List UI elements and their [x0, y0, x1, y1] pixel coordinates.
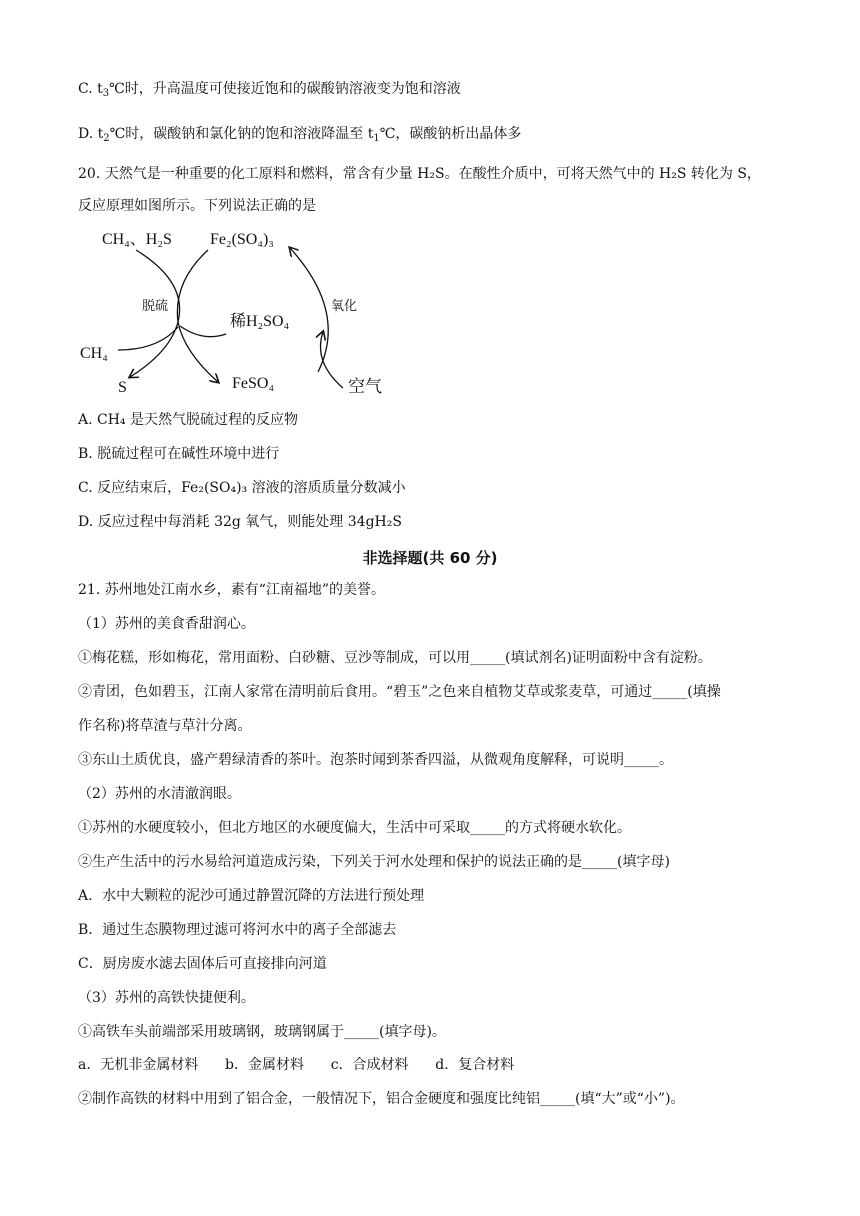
- q21-part1-item3: ③东山土质优良，盛产碧绿清香的茶叶。泡茶时闻到茶香四溢，从微观角度解释，可说明_____。: [78, 752, 673, 768]
- label-ch4: CH₄: [80, 345, 108, 362]
- q21-part1: （1）苏州的美食香甜润心。: [78, 616, 255, 632]
- line-ch4: [118, 327, 178, 350]
- q21-part3-options: a．无机非金属材料 b．金属材料 c．合成材料 d．复合材料: [78, 1057, 515, 1073]
- q21-part3-item2: ②制作高铁的材料中用到了铝合金，一般情况下，铝合金硬度和强度比纯铝_____(填“大”或“小”)。: [78, 1091, 685, 1107]
- label-desulfur: 脱硫: [142, 298, 169, 313]
- q21-part2-option-c: C．厨房废水滤去固体后可直接排向河道: [78, 956, 327, 972]
- q20-stem-line2: 反应原理如图所示。下列说法正确的是: [78, 198, 316, 214]
- line-h2so4: [180, 326, 226, 337]
- arrow-air: [321, 332, 344, 388]
- q21-part2-item1: ①苏州的水硬度较小，但北方地区的水硬度偏大，生活中可采取_____的方式将硬水软化。: [78, 820, 631, 836]
- q20-option-c: C. 反应结束后，Fe₂(SO₄)₃ 溶液的溶质质量分数减小: [78, 480, 406, 496]
- arrow-to-s: [130, 250, 180, 377]
- label-fe2so43: Fe₂(SO₄)₃: [210, 231, 274, 248]
- q20-option-a: A. CH₄ 是天然气脱硫过程的反应物: [78, 412, 298, 428]
- q20-option-b: B. 脱硫过程可在碱性环境中进行: [78, 446, 280, 462]
- arrow-oxidation: [290, 248, 328, 372]
- q21-part2-option-a: A．水中大颗粒的泥沙可通过静置沉降的方法进行预处理: [78, 888, 425, 904]
- label-oxidation: 氧化: [331, 298, 358, 313]
- desulfurization-diagram: [78, 222, 398, 400]
- q21-part2-item2: ②生产生活中的污水易给河道造成污染，下列关于河水处理和保护的说法正确的是_____(填字母): [78, 854, 670, 870]
- q21-part1-item2a: ②青团，色如碧玉，江南人家常在清明前后食用。“碧玉”之色来自植物艾草或浆麦草，可通过_____(填操: [78, 684, 721, 700]
- q21-part3-item1: ①高铁车头前端部采用玻璃钢，玻璃钢属于_____(填字母)。: [78, 1024, 446, 1040]
- q19-option-c: C. $t_3℃$时，升高温度可使接近饱和的碳酸钠溶液变为饱和溶液: [78, 81, 461, 99]
- q21-stem: 21. 苏州地处江南水乡，素有“江南福地”的美誉。: [78, 582, 386, 598]
- section-title: 非选择题(共 60 分): [362, 549, 498, 567]
- label-feso4: FeSO₄: [232, 375, 275, 392]
- q21-part1-item2b: 作名称)将草渣与草汁分离。: [78, 718, 252, 734]
- label-s: S: [118, 379, 127, 396]
- label-air: 空气: [348, 377, 382, 396]
- label-ch4-h2s: CH₄、H₂S: [102, 231, 172, 248]
- q21-part2: （2）苏州的水清澈润眼。: [78, 786, 241, 802]
- arrow-to-feso4: [177, 250, 218, 382]
- q21-part2-option-b: B．通过生态膜物理过滤可将河水中的离子全部滤去: [78, 922, 397, 938]
- q19-option-d: D. $t_2℃$时，碳酸钠和氯化钠的饱和溶液降温至 $t_1℃$，碳酸钠析出晶体多: [78, 126, 522, 144]
- q21-part1-item1: ①梅花糕，形如梅花，常用面粉、白砂糖、豆沙等制成，可以用_____(填试剂名)证明面粉中含有淀粉。: [78, 650, 712, 666]
- label-dilute-h2so4: 稀H₂SO₄: [230, 313, 290, 330]
- q21-part3: （3）苏州的高铁快捷便利。: [78, 990, 255, 1006]
- q20-option-d: D. 反应过程中每消耗 32g 氧气，则能处理 34gH₂S: [78, 514, 402, 530]
- q20-stem-line1: 20. 天然气是一种重要的化工原料和燃料，常含有少量 H₂S。在酸性介质中，可将天然气中的 H₂S 转化为 S，: [78, 166, 761, 182]
